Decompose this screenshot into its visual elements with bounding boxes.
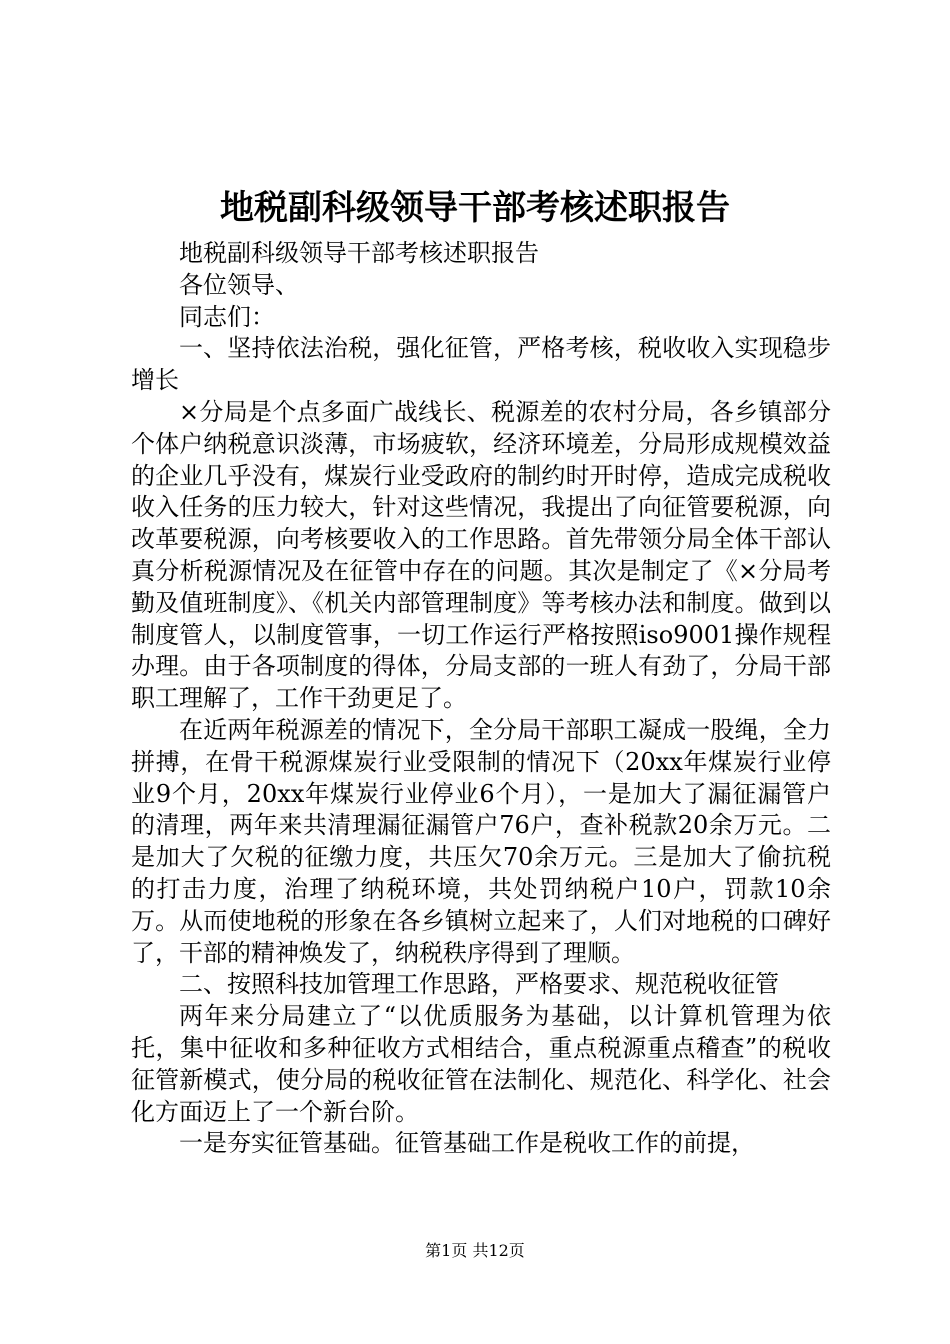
- section-heading-two: 二、按照科技加管理工作思路，严格要求、规范税收征管: [179, 970, 779, 999]
- paragraph-branch-overview: ×分局是个点多面广战线长、税源差的农村分局，各乡镇部分个体户纳税意识淡薄，市场疲软，经济环境差，分局形成规模效益的企业几乎没有，煤炭行业受政府的制约时开时停，造成完成税收收入任务的压力较大，针对这些情况，我提出了向征管要税源，向改革要税源，向考核要收入的工作思路。首先带领分局全体干部认真分析税源情况及在征管中存在的问题。其次是制定了《×分局考勤及值班制度》、《机关内部管理制度》等考核办法和制度。做到以制度管人，以制度管事，一切工作运行严格按照iso9001操作规程办理。由于各项制度的得体，分局支部的一班人有劲了，分局干部职工理解了，工作干劲更足了。: [131, 397, 831, 713]
- document-title: 地税副科级领导干部考核述职报告: [220, 188, 730, 228]
- paragraph-repeated-title: 地税副科级领导干部考核述职报告: [179, 239, 539, 267]
- document-body: [131, 238, 831, 1160]
- page-number-footer: 第1页 共12页: [425, 1241, 525, 1260]
- paragraph-new-model: 两年来分局建立了“以优质服务为基础，以计算机管理为依托，集中征收和多种征收方式相结合，重点税源重点稽查”的税收征管新模式，使分局的税收征管在法制化、规范化、科学化、社会化方面迈上了一个新台阶。: [131, 1002, 831, 1126]
- paragraph-salutation-leaders: 各位领导、: [179, 270, 299, 299]
- section-heading-one: 一、坚持依法治税，强化征管，严格考核，税收收入实现稳步增长: [131, 334, 831, 395]
- paragraph-salutation-comrades: 同志们：: [179, 302, 275, 331]
- paragraph-foundation: 一是夯实征管基础。征管基础工作是税收工作的前提，: [179, 1129, 755, 1158]
- paragraph-collection-results: 在近两年税源差的情况下，全分局干部职工凝成一股绳，全力拼搏，在骨干税源煤炭行业受限制的情况下（20xx年煤炭行业停业9个月，20xx年煤炭行业停业6个月），一是加大了漏征漏管户的清理，两年来共清理漏征漏管户76户，查补税款20余万元。二是加大了欠税的征缴力度，共压欠70余万元。三是加大了偷抗税的打击力度，治理了纳税环境，共处罚纳税户10户，罚款10余万。从而使地税的形象在各乡镇树立起来了，人们对地税的口碑好了，干部的精神焕发了，纳税秩序得到了理顺。: [131, 715, 831, 967]
